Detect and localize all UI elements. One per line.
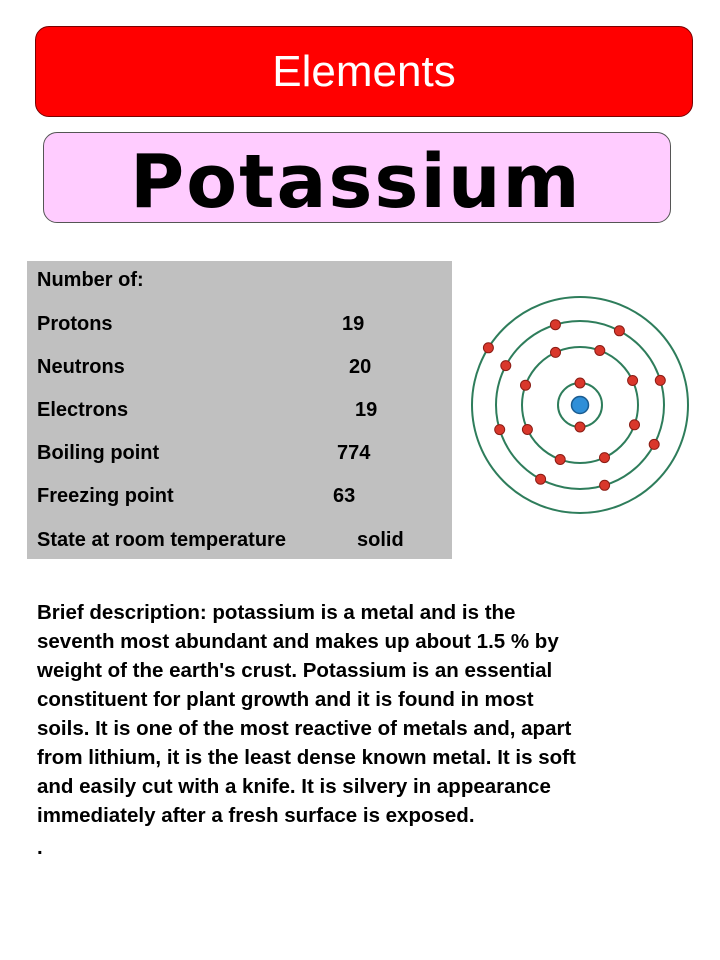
fact-label-protons: Protons [37, 313, 113, 335]
fact-value-neutrons: 20 [349, 356, 372, 378]
electron-shell-3 [655, 375, 665, 385]
electron-shell-4 [483, 343, 493, 353]
electron-shell-2 [630, 420, 640, 430]
description-line: immediately after a fresh surface is exposed. [37, 804, 475, 827]
facts-heading: Number of: [37, 269, 144, 291]
electron-shell-3 [614, 326, 624, 336]
electron-shell-1 [575, 422, 585, 432]
fact-label-state: State at room temperature [37, 529, 286, 551]
fact-value-boiling-point: 774 [337, 442, 371, 464]
fact-value-state: solid [357, 529, 404, 551]
electron-shell-1 [575, 378, 585, 388]
electron-shell-3 [550, 320, 560, 330]
potassium-atom-diagram [466, 292, 696, 517]
description-line: from lithium, it is the least dense known metal. It is soft [37, 746, 576, 769]
electron-shell-2 [555, 455, 565, 465]
electron-shell-2 [522, 425, 532, 435]
electron-shell-3 [495, 425, 505, 435]
electron-shell-2 [600, 453, 610, 463]
electron-shell-3 [600, 480, 610, 490]
fact-label-boiling-point: Boiling point [37, 442, 160, 464]
electron-shell-3 [649, 439, 659, 449]
fact-label-freezing-point: Freezing point [37, 485, 174, 507]
electron-shell-3 [501, 361, 511, 371]
nucleus [572, 397, 589, 414]
description-line: soils. It is one of the most reactive of metals and, apart [37, 717, 572, 740]
electron-shell-2 [521, 380, 531, 390]
description-line: Brief description: potassium is a metal and is the [37, 601, 516, 624]
description-line: weight of the earth's crust. Potassium is an essential [37, 659, 553, 682]
electron-shell-2 [628, 376, 638, 386]
trailing-dot: . [37, 836, 43, 859]
fact-value-freezing-point: 63 [333, 485, 356, 507]
banner-title: Elements [272, 46, 456, 96]
element-name-box [43, 132, 671, 223]
fact-label-electrons: Electrons [37, 399, 129, 421]
description-line: and easily cut with a knife. It is silvery in appearance [37, 775, 551, 798]
element-name: Potassium [130, 139, 582, 225]
fact-label-neutrons: Neutrons [37, 356, 125, 378]
electron-shell-2 [595, 346, 605, 356]
facts-panel [27, 261, 452, 559]
fact-value-electrons: 19 [355, 399, 378, 421]
brief-description [37, 598, 687, 830]
electron-shell-2 [551, 347, 561, 357]
elements-banner [35, 26, 693, 117]
description-line: constituent for plant growth and it is found in most [37, 688, 534, 711]
electron-shell-3 [536, 474, 546, 484]
fact-value-protons: 19 [342, 313, 365, 335]
description-line: seventh most abundant and makes up about 1.5 % by [37, 630, 559, 653]
